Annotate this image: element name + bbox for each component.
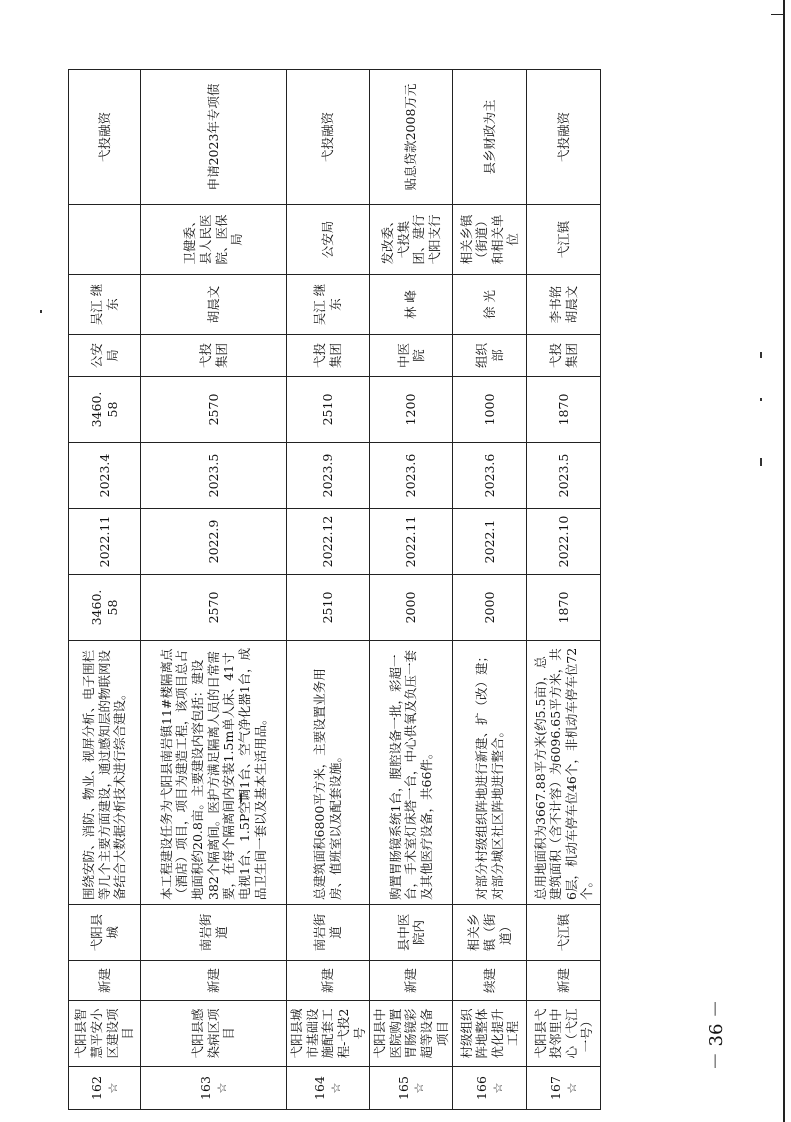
cell-start: 2022.9 <box>141 509 287 575</box>
cell-funds: 1200 <box>370 377 453 443</box>
cell-end: 2023.5 <box>141 443 287 509</box>
scan-mark <box>760 352 762 358</box>
table-row <box>527 70 601 1110</box>
cell-start: 2022.12 <box>287 509 370 575</box>
cell-end: 2023.9 <box>287 443 370 509</box>
scan-mark <box>760 458 762 466</box>
cell-location: 南岩街道 <box>141 905 287 961</box>
page-edge-line <box>783 0 785 1122</box>
cell-name: 村级组织阵地整体优化提升工程 <box>453 1001 527 1067</box>
scan-mark <box>760 398 762 401</box>
cell-no: 162 ☆ <box>69 1067 141 1110</box>
page-edge-tick <box>771 14 785 15</box>
cell-funds: 3460. 58 <box>69 377 141 443</box>
cell-leader: 胡晨文 <box>141 275 287 335</box>
page-number: － 36 － <box>706 999 727 1071</box>
cell-unit: 组织部 <box>453 335 527 377</box>
cell-name: 弋阳县城市基础设施配套工程-弋投2号 <box>287 1001 370 1067</box>
cell-unit: 弋投集团 <box>141 335 287 377</box>
cell-funds: 2510 <box>287 377 370 443</box>
cell-content: 总建筑面积6800平方米，主要设置业务用房、值班室以及配套设施。 <box>287 641 370 905</box>
cell-end: 2023.5 <box>527 443 601 509</box>
cell-unit: 公安局 <box>69 335 141 377</box>
cell-no: 163 ☆ <box>141 1067 287 1110</box>
cell-content: 本工程建设任务为弋阳县南岩镇11#楼隔离点（酒店）项目，项目为建造工程，该项目总占地面积约20.8亩。主要建设内容包括：建设382个隔离间。医护方满足隔离人员的日常需要，在每个隔离间内安装1.5m单人床、41寸电视1台、1.5P空调1台、空气净化器1台，成品卫生间一套以及基本生活用品。 <box>141 641 287 905</box>
cell-location: 县中医院内 <box>370 905 453 961</box>
cell-unit: 中医院 <box>370 335 453 377</box>
cell-nature: 新建 <box>141 961 287 1001</box>
table-row <box>69 70 141 1110</box>
cell-no: 167 ☆ <box>527 1067 601 1110</box>
cell-resp: 卫健委、县人民医院、医保局 <box>141 205 287 275</box>
cell-resp: 弋江镇 <box>527 205 601 275</box>
cell-location: 弋阳县城 <box>69 905 141 961</box>
cell-leader: 吴江 继东 <box>69 275 141 335</box>
cell-resp: 相关乡镇（街道）和相关单位 <box>453 205 527 275</box>
table-row <box>141 70 287 1110</box>
cell-funding: 贴息贷款2008万元 <box>370 70 453 205</box>
cell-leader: 徐 光 <box>453 275 527 335</box>
cell-unit: 弋投集团 <box>527 335 601 377</box>
table-row <box>287 70 370 1110</box>
rotated-table-container <box>68 70 594 1110</box>
project-table <box>68 69 601 1110</box>
cell-no: 164 ☆ <box>287 1067 370 1110</box>
cell-name: 弋阳县智慧平安小区建设项目 <box>69 1001 141 1067</box>
cell-funding: 弋投融资 <box>527 70 601 205</box>
cell-nature: 新建 <box>69 961 141 1001</box>
cell-nature: 续建 <box>453 961 527 1001</box>
cell-content: 对部分村级组织阵地进行新建、扩（改）建；对部分城区社区阵地进行整合。 <box>453 641 527 905</box>
cell-start: 2022.1 <box>453 509 527 575</box>
cell-resp: 公安局 <box>287 205 370 275</box>
scan-mark <box>40 310 42 313</box>
cell-end: 2023.6 <box>453 443 527 509</box>
cell-location: 相关乡镇（街道） <box>453 905 527 961</box>
cell-name: 弋阳县中医院购置胃肠镜彩超等设备项目 <box>370 1001 453 1067</box>
cell-leader: 林 峰 <box>370 275 453 335</box>
cell-start: 2022.11 <box>69 509 141 575</box>
cell-resp: 发改委、弋投集团、建行弋阳支行 <box>370 205 453 275</box>
cell-no: 165 ☆ <box>370 1067 453 1110</box>
cell-leader: 李书铭 胡晨文 <box>527 275 601 335</box>
cell-start: 2022.10 <box>527 509 601 575</box>
cell-resp <box>69 205 141 275</box>
cell-end: 2023.6 <box>370 443 453 509</box>
cell-investment: 3460. 58 <box>69 575 141 641</box>
cell-content: 围绕安防、消防、物业、视屏分析、电子围栏等几个主要方面建设，通过感知层的物联网设备结合大数据分析技术进行综合建设。 <box>69 641 141 905</box>
cell-funding: 申请2023年专项债 <box>141 70 287 205</box>
table-row <box>453 70 527 1110</box>
cell-investment: 2000 <box>370 575 453 641</box>
cell-start: 2022.11 <box>370 509 453 575</box>
cell-name: 弋阳县弋投邻里中心（弋江一号） <box>527 1001 601 1067</box>
cell-investment: 2510 <box>287 575 370 641</box>
cell-funding: 县乡财政为主 <box>453 70 527 205</box>
cell-investment: 2570 <box>141 575 287 641</box>
cell-funds: 2570 <box>141 377 287 443</box>
cell-no: 166 ☆ <box>453 1067 527 1110</box>
table-row <box>370 70 453 1110</box>
cell-unit: 弋投集团 <box>287 335 370 377</box>
cell-content: 总用地面积为3667.88平方米(约5.5亩)，总建筑面积（含不计容）为6096.65平方米，共6层，机动车停车位46个，非机动车停车位72个。 <box>527 641 601 905</box>
cell-content: 购置胃肠镜系统1台，腹腔设备一批，彩超一台，手术室灯床塔一台，中心供氧及负压一套及其他医疗设备，共66件。 <box>370 641 453 905</box>
cell-funding: 弋投融资 <box>287 70 370 205</box>
cell-investment: 2000 <box>453 575 527 641</box>
cell-nature: 新建 <box>370 961 453 1001</box>
cell-funds: 1870 <box>527 377 601 443</box>
cell-end: 2023.4 <box>69 443 141 509</box>
cell-funding: 弋投融资 <box>69 70 141 205</box>
cell-nature: 新建 <box>287 961 370 1001</box>
cell-name: 弋阳县感染病区项目 <box>141 1001 287 1067</box>
cell-investment: 1870 <box>527 575 601 641</box>
cell-funds: 1000 <box>453 377 527 443</box>
cell-nature: 新建 <box>527 961 601 1001</box>
cell-location: 弋江镇 <box>527 905 601 961</box>
cell-leader: 吴江 继东 <box>287 275 370 335</box>
cell-location: 南岩街道 <box>287 905 370 961</box>
